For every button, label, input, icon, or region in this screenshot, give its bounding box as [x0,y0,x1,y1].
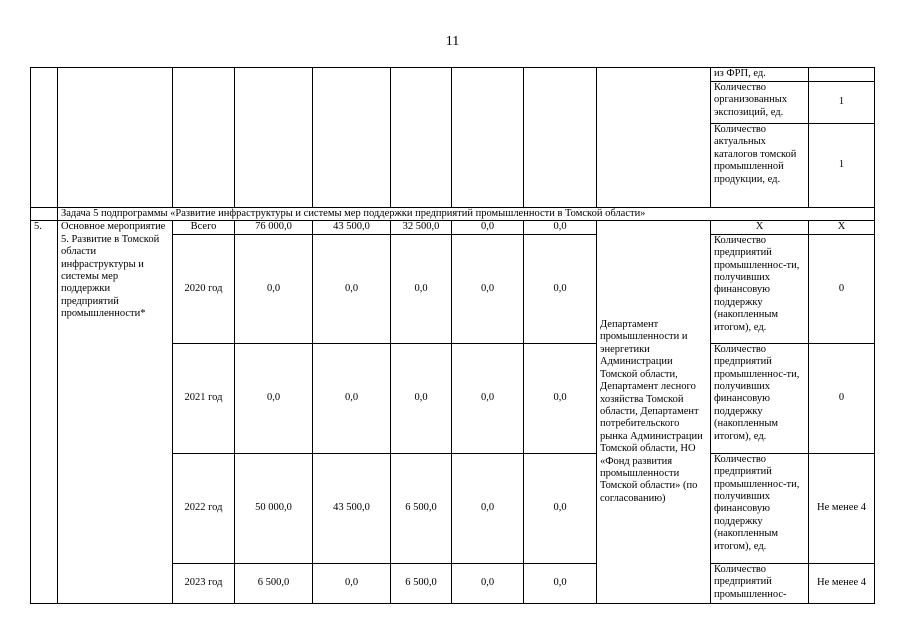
indicator-value: 1 [809,124,875,208]
total-value: 76 000,0 [235,221,313,234]
year-label: 2021 год [173,343,235,453]
year-value: 6 500,0 [391,563,452,603]
year-label: 2022 год [173,453,235,563]
year-value: 0,0 [452,453,524,563]
year-value: 0,0 [313,234,391,343]
indicator-cell: Количество предприятий промышленнос-ти, получивших финансовую поддержку (накопленным итогом), ед. [711,343,809,453]
activity-number: 5. [31,221,58,603]
activity-name: Основное мероприятие 5. Развитие в Томской области инфраструктуры и системы мер поддержки предприятий промышленности* [58,221,173,603]
year-value: 0,0 [313,343,391,453]
indicator-value: 0 [809,234,875,343]
total-label: Всего [173,221,235,234]
page-number: 11 [445,34,460,49]
indicator-cell: Количество предприятий промышленнос-ти, получивших финансовую поддержку (накопленным итогом), ед. [711,453,809,563]
year-value: 0,0 [452,563,524,603]
indicator-cell: Количество предприятий промышленнос- [711,563,809,603]
indicator-cell: Х [711,221,809,234]
table-row [31,68,875,82]
year-value: 0,0 [524,563,597,603]
indicator-cell: Количество организованных экспозиций, ед. [711,82,809,124]
task-title: Задача 5 подпрограммы «Развитие инфраструктуры и системы мер поддержки предприятий промышленности в Томской области» [58,208,875,221]
year-value: 0,0 [524,234,597,343]
indicator-value: 0 [809,343,875,453]
task-row [31,208,875,221]
indicator-value: Не менее 4 [809,563,875,603]
year-value: 6 500,0 [235,563,313,603]
total-value: 43 500,0 [313,221,391,234]
indicator-value: 1 [809,82,875,124]
year-value: 0,0 [313,563,391,603]
table-row [31,221,875,234]
year-value: 0,0 [452,343,524,453]
total-value: 32 500,0 [391,221,452,234]
year-value: 0,0 [524,453,597,563]
year-value: 43 500,0 [313,453,391,563]
year-value: 0,0 [391,343,452,453]
indicator-value [809,68,875,82]
program-table [30,67,875,604]
year-value: 0,0 [391,234,452,343]
total-value: 0,0 [452,221,524,234]
executor: Департамент промышленности и энергетики Администрации Томской области, Департамент лесного хозяйства Томской области, Департамент потребительского рынка Администрации Томской области, НО «Фонд развития промышленности Томской области» (по согласованию) [597,221,711,603]
indicator-cell: из ФРП, ед. [711,68,809,82]
year-value: 0,0 [452,234,524,343]
total-value: 0,0 [524,221,597,234]
year-value: 0,0 [524,343,597,453]
year-value: 0,0 [235,343,313,453]
indicator-value: Х [809,221,875,234]
year-label: 2020 год [173,234,235,343]
year-value: 6 500,0 [391,453,452,563]
year-value: 0,0 [235,234,313,343]
year-value: 50 000,0 [235,453,313,563]
indicator-cell: Количество предприятий промышленнос-ти, получивших финансовую поддержку (накопленным итогом), ед. [711,234,809,343]
indicator-value: Не менее 4 [809,453,875,563]
indicator-cell: Количество актуальных каталогов томской промышленной продукции, ед. [711,124,809,208]
year-label: 2023 год [173,563,235,603]
